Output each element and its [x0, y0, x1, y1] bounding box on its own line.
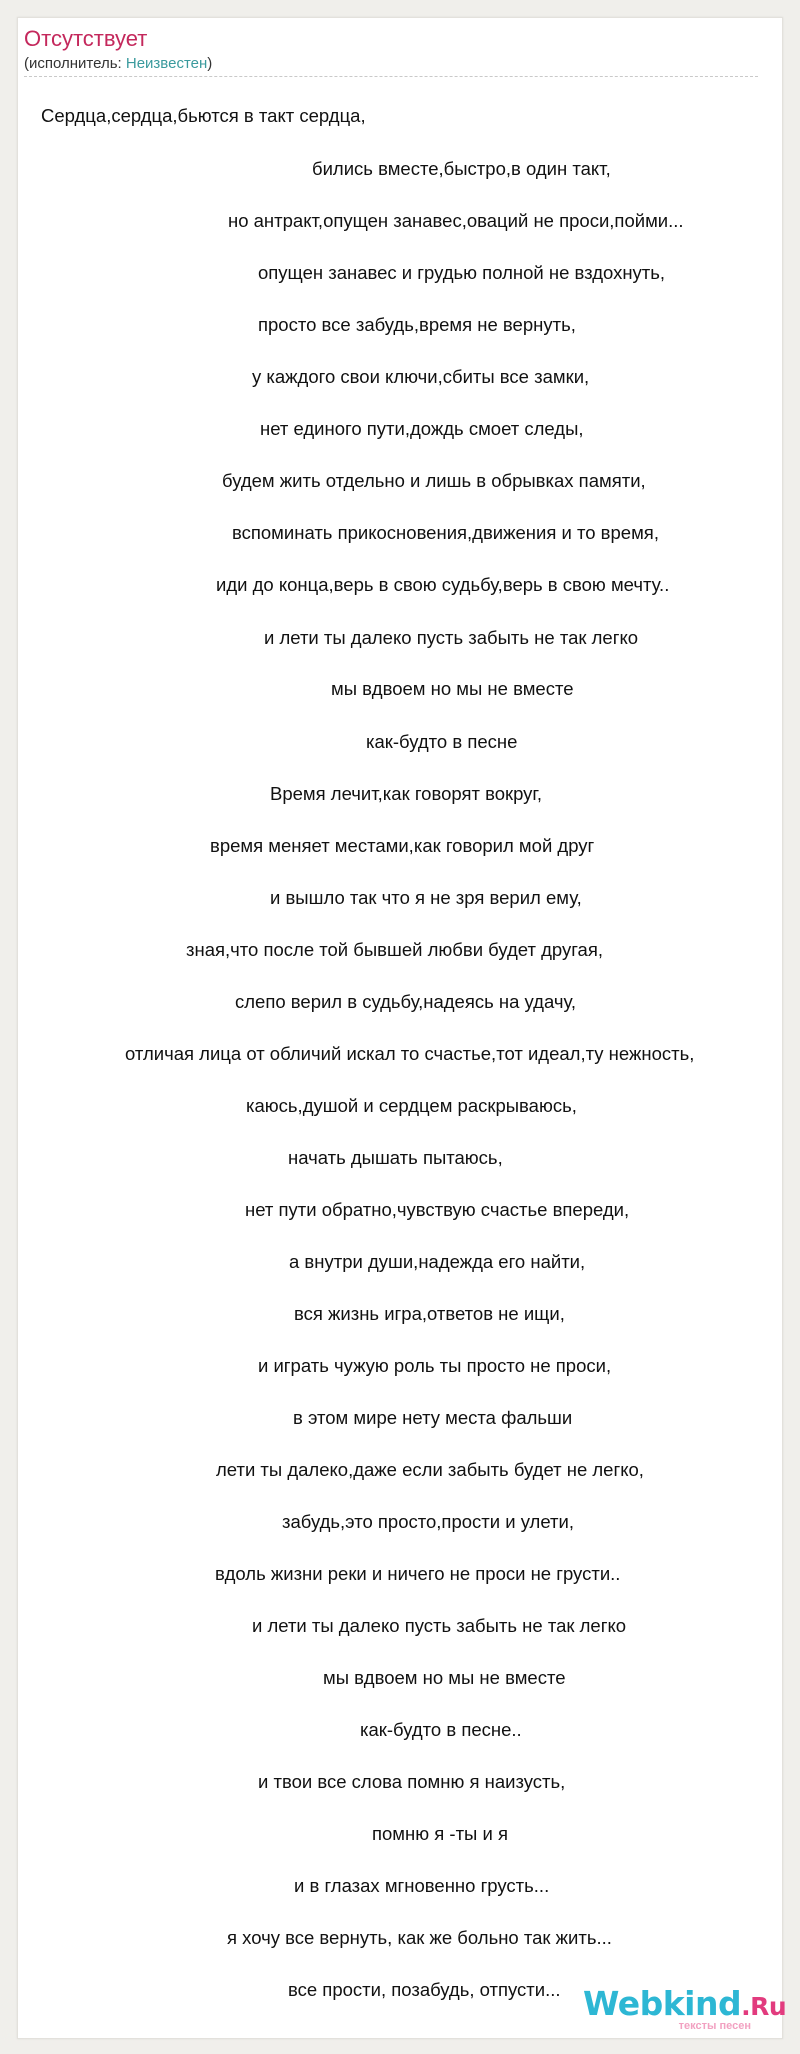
lyric-line: мы вдвоем но мы не вместе — [331, 678, 574, 699]
lyric-line: вспоминать прикосновения,движения и то время, — [232, 522, 659, 543]
lyric-line: а внутри души,надежда его найти, — [289, 1251, 586, 1272]
lyric-line: помню я -ты и я — [372, 1823, 508, 1844]
webkind-logo[interactable] — [583, 1984, 787, 2032]
lyric-line: вся жизнь игра,ответов не ищи, — [294, 1303, 565, 1324]
lyric-line: зная,что после той бывшей любви будет другая, — [186, 939, 603, 960]
lyric-line: начать дышать пытаюсь, — [288, 1147, 503, 1168]
lyric-line: забудь,это просто,прости и улети, — [282, 1511, 574, 1532]
lyric-line: и играть чужую роль ты просто не проси, — [258, 1355, 612, 1376]
lyric-line: и лети ты далеко пусть забыть не так легко — [264, 627, 639, 648]
lyric-line: как-будто в песне — [366, 731, 518, 752]
lyric-line: лети ты далеко,даже если забыть будет не легко, — [216, 1459, 644, 1480]
lyric-line: и в глазах мгновенно грусть... — [294, 1875, 550, 1896]
logo-tld: .Ru — [741, 1992, 787, 2021]
lyric-line: и вышло так что я не зря верил ему, — [270, 887, 582, 908]
lyric-line: как-будто в песне.. — [360, 1719, 522, 1740]
lyric-line: у каждого свои ключи,сбиты все замки, — [252, 366, 590, 387]
lyric-line: просто все забудь,время не вернуть, — [258, 314, 576, 335]
song-title: Отсутствует — [24, 26, 148, 51]
lyric-line: отличая лица от обличий искал то счастье,тот идеал,ту нежность, — [125, 1043, 695, 1064]
lyric-line: я хочу все вернуть, как же больно так жить... — [227, 1927, 612, 1948]
lyric-line: но антракт,опущен занавес,оваций не проси,пойми... — [228, 210, 684, 231]
lyric-line: иди до конца,верь в свою судьбу,верь в свою мечту.. — [216, 574, 670, 595]
lyric-line: вдоль жизни реки и ничего не проси не грусти.. — [215, 1563, 621, 1584]
logo-tagline: тексты песен — [678, 2020, 751, 2032]
artist-prefix: (исполнитель: — [24, 55, 126, 72]
lyric-line: все прости, позабудь, отпусти... — [288, 1979, 561, 2000]
logo-name: Webkind — [583, 1984, 742, 2023]
lyric-line: нет единого пути,дождь смоет следы, — [260, 418, 584, 439]
lyric-line: нет пути обратно,чувствую счастье впереди, — [245, 1199, 630, 1220]
lyric-line: опущен занавес и грудью полной не вздохнуть, — [258, 262, 666, 283]
artist-suffix: ) — [207, 55, 213, 72]
artist-link[interactable]: Неизвестен — [125, 55, 208, 72]
lyric-line: Время лечит,как говорят вокруг, — [270, 783, 543, 804]
lyric-line: каюсь,душой и сердцем раскрываюсь, — [246, 1095, 577, 1116]
lyric-line: будем жить отдельно и лишь в обрывках памяти, — [222, 470, 646, 491]
lyric-line: мы вдвоем но мы не вместе — [323, 1667, 566, 1688]
lyric-line: в этом мире нету места фальши — [293, 1407, 573, 1428]
lyric-line: время меняет местами,как говорил мой друг — [210, 835, 595, 856]
lyric-line: Сердца,сердца,бьются в такт сердца, — [41, 105, 366, 126]
lyric-line: и лети ты далеко пусть забыть не так легко — [252, 1615, 627, 1636]
lyric-line: и твои все слова помню я наизусть, — [258, 1771, 566, 1792]
lyric-line: слепо верил в судьбу,надеясь на удачу, — [235, 991, 577, 1012]
lyric-line: бились вместе,быстро,в один такт, — [312, 158, 611, 179]
